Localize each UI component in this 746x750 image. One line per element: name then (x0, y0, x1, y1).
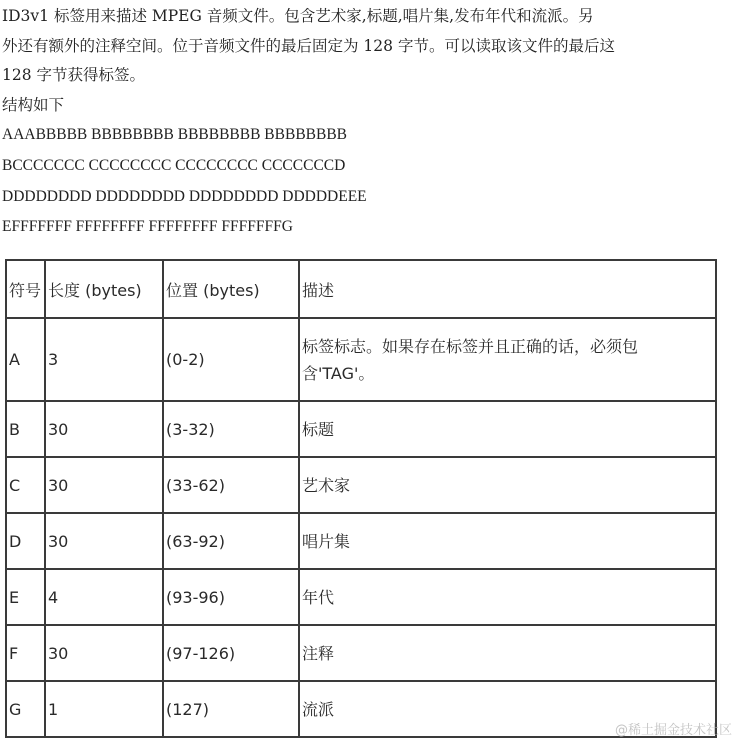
cell-description: 艺术家 (299, 457, 716, 513)
cell-length: 3 (45, 318, 163, 401)
structure-layout (2, 120, 367, 243)
cell-description: 年代 (299, 569, 716, 625)
cell-symbol: E (6, 569, 45, 625)
cell-length: 30 (45, 513, 163, 569)
structure-line: BCCCCCCC CCCCCCCC CCCCCCCC CCCCCCCD (2, 156, 346, 174)
cell-position: (3-32) (163, 401, 299, 457)
table-row (6, 569, 716, 625)
cell-position: (93-96) (163, 569, 299, 625)
header-description: 描述 (299, 260, 716, 318)
table-row (6, 457, 716, 513)
table-header-row (6, 260, 716, 318)
table-row (6, 401, 716, 457)
header-length: 长度 (bytes) (45, 260, 163, 318)
cell-position: (127) (163, 681, 299, 737)
watermark: @稀土掘金技术社区 (614, 723, 732, 738)
table-row (6, 625, 716, 681)
cell-length: 30 (45, 625, 163, 681)
cell-symbol: C (6, 457, 45, 513)
cell-position: (0-2) (163, 318, 299, 401)
cell-symbol: B (6, 401, 45, 457)
intro-line: 128 字节获得标签。 (2, 66, 146, 84)
header-position: 位置 (bytes) (163, 260, 299, 318)
cell-length: 4 (45, 569, 163, 625)
cell-description: 流派 (299, 681, 716, 737)
cell-position: (33-62) (163, 457, 299, 513)
structure-line: EFFFFFFF FFFFFFFF FFFFFFFF FFFFFFFG (2, 218, 293, 236)
structure-heading: 结构如下 (2, 95, 65, 114)
cell-position: (97-126) (163, 625, 299, 681)
cell-symbol: G (6, 681, 45, 737)
cell-symbol: F (6, 625, 45, 681)
intro-line: 外还有额外的注释空间。位于音频文件的最后固定为 128 字节。可以读取该文件的最后这 (2, 36, 615, 55)
intro-line: ID3v1 标签用来描述 MPEG 音频文件。包含艺术家,标题,唱片集,发布年代和流派。另 (2, 7, 594, 25)
intro-paragraph (2, 2, 702, 120)
structure-line: AAABBBBB BBBBBBBB BBBBBBBB BBBBBBBB (2, 126, 348, 143)
cell-symbol: D (6, 513, 45, 569)
cell-length: 1 (45, 681, 163, 737)
cell-position: (63-92) (163, 513, 299, 569)
cell-description: 标题 (299, 401, 716, 457)
table-row (6, 318, 716, 401)
cell-description: 注释 (299, 625, 716, 681)
cell-length: 30 (45, 457, 163, 513)
id3v1-field-table (5, 259, 717, 738)
cell-symbol: A (6, 318, 45, 401)
cell-description: 标签标志。如果存在标签并且正确的话，必须包含'TAG'。 (299, 318, 716, 401)
table-row (6, 681, 716, 737)
cell-description: 唱片集 (299, 513, 716, 569)
table-row (6, 513, 716, 569)
structure-line: DDDDDDDD DDDDDDDD DDDDDDDD DDDDDEEE (2, 187, 367, 205)
cell-length: 30 (45, 401, 163, 457)
header-symbol: 符号 (6, 260, 45, 318)
